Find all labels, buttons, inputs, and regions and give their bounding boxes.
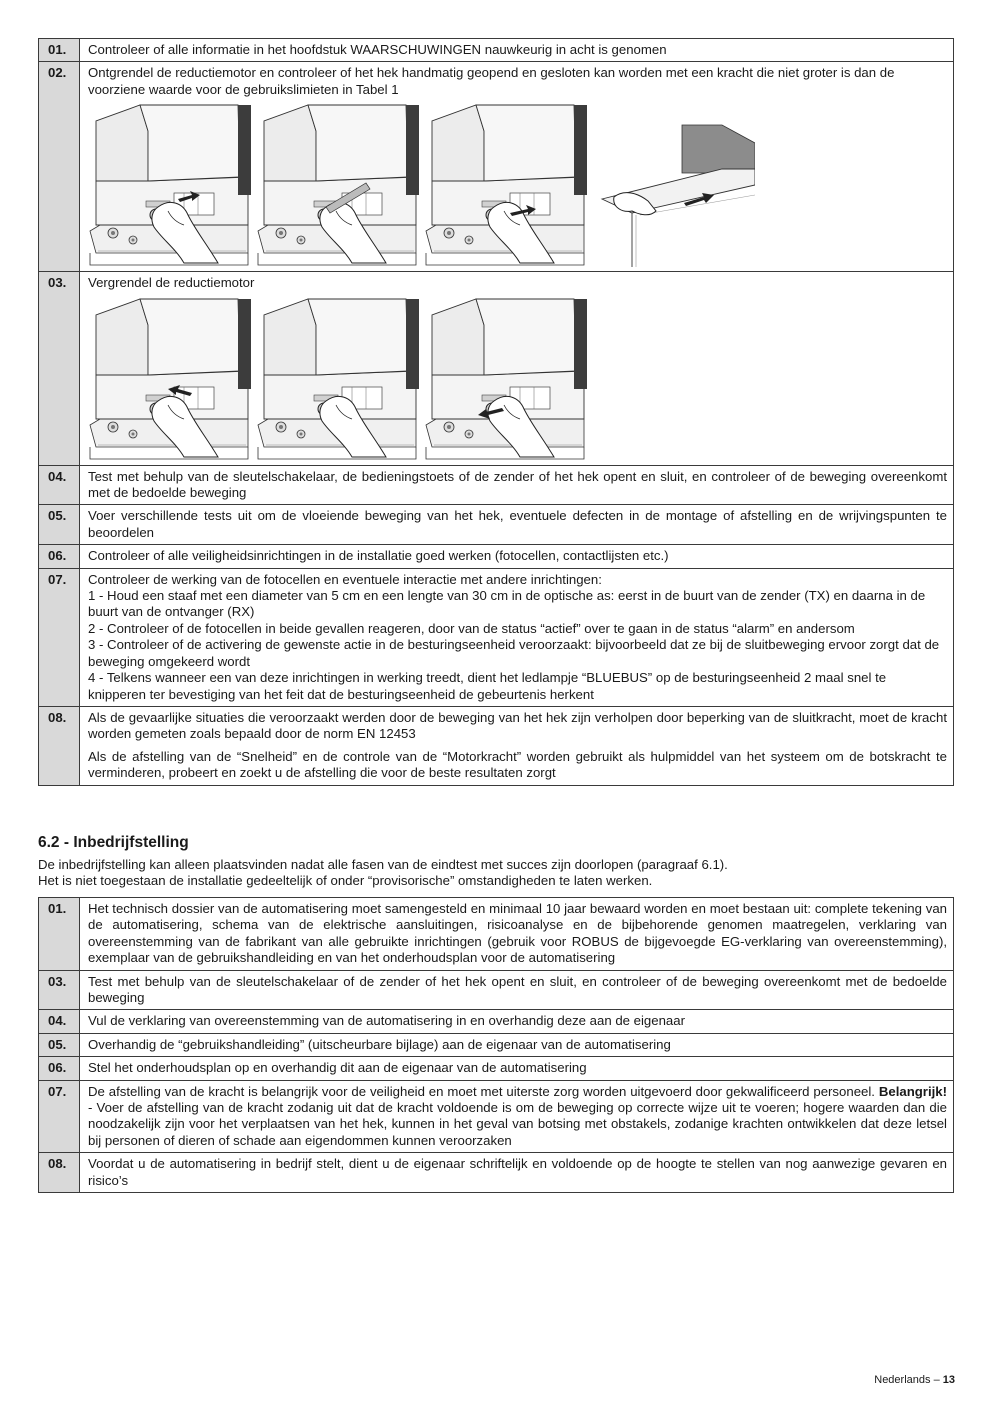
table-row [39, 544, 953, 567]
step-number: 04. [39, 466, 80, 505]
step-description: Controleer of alle informatie in het hoofdstuk WAARSCHUWINGEN nauwkeurig in acht is genomen [88, 42, 667, 57]
step-intro: Controleer de werking van de fotocellen en eventuele interactie met andere inrichtingen: [88, 571, 602, 587]
step-text [80, 1057, 953, 1079]
step-number: 08. [39, 707, 80, 785]
step-description: Het technisch dossier van de automatisering moet samengesteld en minimaal 10 jaar bewaard worden en moet bestaan uit: complete tekening van de automatisering, schema van de elektrische aansluitingen, risicoanalyse en de bijbehorende genomen maatregelen, verklaring van overeenstemming van de fabrikant van alle gebruikte inrichtingen (gebruik voor ROBUS de bijgevoegde EG-verklaring van overeenstemming), exemplaar van de gebruikshandleiding en van het onderhoudsplan voor de automatisering [88, 901, 947, 966]
table-row [39, 1080, 953, 1153]
section-title: 6.2 - Inbedrijfstelling [38, 834, 189, 851]
step-text [80, 1081, 953, 1153]
step-number: 05. [39, 505, 80, 544]
table-row [39, 61, 953, 271]
page-number: 13 [942, 1374, 955, 1386]
table-row [39, 1033, 953, 1056]
lock-step-2-image [256, 297, 419, 461]
footer-language: Nederlands – [874, 1374, 943, 1386]
step-description: Test met behulp van de sleutelschakelaar, de bedieningstoets of de zender of het hek opent en sluit, en controleer of de beweging overeenkomt met de bedoelde beweging [88, 468, 947, 501]
table-row [39, 970, 953, 1010]
step-text [80, 62, 953, 271]
step-text [80, 1153, 953, 1192]
step-paragraph-1: Als de gevaarlijke situaties die veroorzaakt werden door de beweging van het hek zijn verholpen door beperking van de sluitkracht, moet de kracht worden gemeten zoals bepaald door de norm EN 12453 [88, 709, 947, 742]
unlock-illustrations [88, 103, 947, 267]
step-text [80, 545, 953, 567]
step-text [80, 898, 953, 970]
step-description-rest: - Voer de afstelling van de kracht zodanig uit dat de kracht voldoende is om de beweging op correcte wijze uit te voeren; hogere waarden dan die noodzakelijk zijn voor het verplaatsen van het hek, kunnen in het geval van botsing met obstakels, zodanige krachten ontwikkelen dat deze letsel bij personen of dieren of schade aan eigendommen kunnen veroorzaken [88, 1100, 947, 1148]
unlock-step-3-image [424, 103, 587, 267]
substep-3: 3 - Controleer of de activering de gewenste actie in de besturingseenheid veroorzaakt: bijvoorbeeld dat ze bij de sluitbeweging ervoor zorgt dat de beweging omgekeerd wordt [88, 637, 940, 669]
lock-step-1-image [88, 297, 251, 461]
step-description: Stel het onderhoudsplan op en overhandig dit aan de eigenaar van de automatisering [88, 1060, 587, 1076]
step-number: 07. [39, 1081, 80, 1153]
step-text [80, 569, 953, 706]
step-number: 04. [39, 1010, 80, 1032]
step-description: Controleer of alle veiligheidsinrichtingen in de installatie goed werken (fotocellen, contactlijsten etc.) [88, 548, 669, 564]
table-row [39, 1056, 953, 1079]
table-row [39, 465, 953, 505]
step-number: 01. [39, 39, 80, 61]
table-row [39, 706, 953, 785]
step-text [80, 466, 953, 505]
step-description [88, 1084, 947, 1150]
step-description: Ontgrendel de reductiemotor en controleer of het hek handmatig geopend en gesloten kan worden met een kracht die niet groter is dan de voorziene waarde voor de gebruikslimieten in Tabel 1 [88, 65, 895, 97]
step-number: 03. [39, 272, 80, 464]
table-row [39, 271, 953, 464]
table-row [39, 1009, 953, 1032]
step-text [80, 505, 953, 544]
step-description: Voer verschillende tests uit om de vloeiende beweging van het hek, eventuele defecten in de montage of afstelling en de wrijvingspunten te beoordelen [88, 508, 947, 540]
step-paragraph-2: Als de afstelling van de “Snelheid” en de controle van de “Motorkracht” worden gebruikt als hulpmiddel van het systeem om de botskracht te verminderen, probeert en zoekt u de afstelling die voor de beste resultaten zorgt [88, 748, 947, 781]
page-footer [874, 1372, 955, 1388]
table-row [39, 39, 953, 61]
step-text [80, 272, 953, 464]
table-row [39, 568, 953, 706]
step-number: 02. [39, 62, 80, 271]
step-text [80, 707, 953, 785]
step-number: 07. [39, 569, 80, 706]
step-text [80, 39, 953, 61]
step-description: Vergrendel de reductiemotor [88, 275, 255, 291]
test-procedure-table [38, 38, 954, 786]
table-row [39, 504, 953, 544]
section-intro [38, 857, 954, 890]
step-number: 06. [39, 545, 80, 567]
step-text [80, 1010, 953, 1032]
step-text [80, 1034, 953, 1056]
unlock-step-1-image [88, 103, 251, 267]
step-number: 03. [39, 971, 80, 1010]
table-row [39, 1152, 953, 1192]
commissioning-table [38, 897, 954, 1193]
unlock-step-2-image [256, 103, 419, 267]
step-number: 08. [39, 1153, 80, 1192]
table-row [39, 898, 953, 970]
gate-push-image [592, 103, 755, 267]
step-description-text: De afstelling van de kracht is belangrijk voor de veiligheid en moet met uiterste zorg worden uitgevoerd door gekwalificeerd personeel. [88, 1083, 875, 1099]
lock-step-3-image [424, 297, 587, 461]
step-description: Voordat u de automatisering in bedrijf stelt, dient u de eigenaar schriftelijk en voldoende op de hoogte te stellen van nog aanwezige gevaren en risico’s [88, 1156, 947, 1188]
important-label: Belangrijk! [878, 1083, 947, 1099]
substep-2: 2 - Controleer of de fotocellen in beide gevallen reageren, door van de status “actief” over te gaan in de status “alarm” en andersom [88, 620, 855, 636]
step-number: 05. [39, 1034, 80, 1056]
lock-illustrations [88, 297, 947, 461]
step-number: 01. [39, 898, 80, 970]
substep-1: 1 - Houd een staaf met een diameter van 5 cm en een lengte van 30 cm in de optische as: eerst in de buurt van de zender (TX) en daarna in de buurt van de ontvanger (RX) [88, 588, 926, 620]
substep-4: 4 - Telkens wanneer een van deze inrichtingen in werking treedt, dient het ledlampje “BLUEBUS” op de besturingseenheid 2 maal snel te knipperen ter bevestiging van het feit dat de besturingseenheid de gebeurtenis herkent [88, 670, 887, 702]
step-text [80, 971, 953, 1010]
intro-line-1: De inbedrijfstelling kan alleen plaatsvinden nadat alle fasen van de eindtest met succes zijn doorlopen (paragraaf 6.1). [38, 857, 728, 872]
step-number: 06. [39, 1057, 80, 1079]
step-description: Overhandig de “gebruikshandleiding” (uitscheurbare bijlage) aan de eigenaar van de automatisering [88, 1036, 671, 1052]
step-description: Test met behulp van de sleutelschakelaar of de zender of het hek opent en sluit, en controleer of de beweging overeenkomt met de bedoelde beweging [88, 973, 947, 1006]
intro-line-2: Het is niet toegestaan de installatie gedeeltelijk of onder “provisorische” omstandigheden te laten werken. [38, 873, 653, 889]
step-description: Vul de verklaring van overeenstemming van de automatisering in en overhandig deze aan de eigenaar [88, 1013, 685, 1029]
